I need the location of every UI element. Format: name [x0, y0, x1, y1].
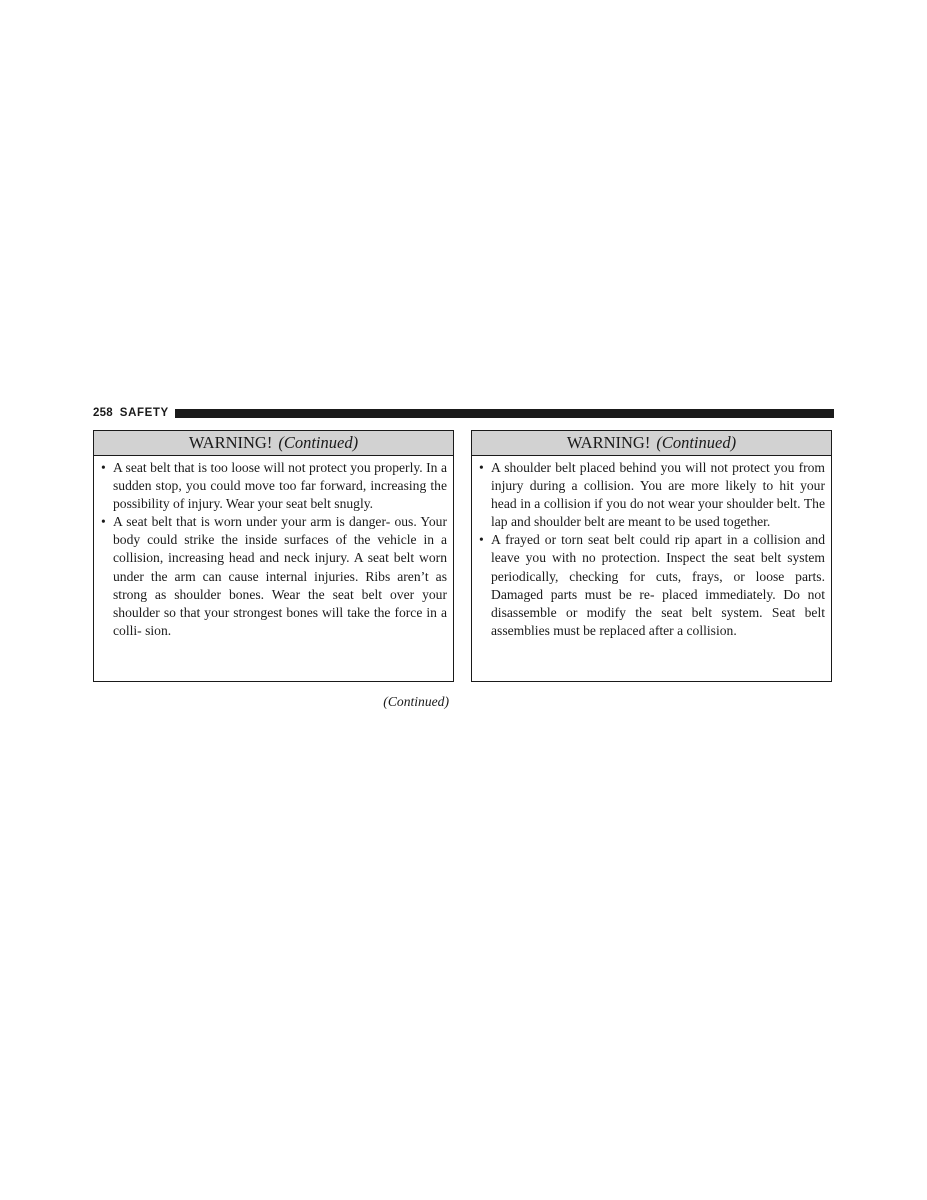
section-title: SAFETY [119, 407, 169, 419]
warning-box-left [93, 430, 454, 682]
continued-footer: (Continued) [383, 694, 449, 709]
warning-body [472, 456, 831, 640]
warning-body [94, 456, 453, 640]
bullet-icon: • [479, 532, 484, 548]
list-item [100, 513, 447, 640]
list-item [478, 531, 825, 640]
list-item-text: A shoulder belt placed behind you will not protect you from injury during a collision. You are more likely to hit your head in a collision if you do not wear your shoulder belt. The lap and shoulder belt are meant to be used together. [491, 460, 825, 530]
warning-title: WARNING! [566, 433, 651, 452]
list-item-text: A frayed or torn seat belt could rip apart in a collision and leave you with no protection. Inspect the seat belt system periodically, checking for cuts, frays, or loose parts. Damaged parts must be re- placed immediately. Do not disassemble or modify the seat belt system. Seat belt assemblies must be replaced after a collision. [491, 532, 825, 638]
list-item [100, 459, 447, 513]
warning-header [472, 431, 831, 456]
warning-title: WARNING! [188, 433, 273, 452]
warning-box-right [471, 430, 832, 682]
warning-header [94, 431, 453, 456]
list-item [478, 459, 825, 531]
bullet-icon: • [101, 460, 106, 475]
page-header [93, 406, 834, 420]
page-number: 258 [93, 407, 113, 419]
bullet-icon: • [479, 460, 484, 475]
list-item-text: A seat belt that is too loose will not protect you properly. In a sudden stop, you could move too far forward, increasing the possibility of injury. Wear your seat belt snugly. [113, 460, 447, 512]
list-item-text: A seat belt that is worn under your arm is danger- ous. Your body could strike the inside surfaces of the vehicle in a collision, increasing head and neck injury. A seat belt worn under the arm can cause internal injuries. Ribs aren’t as strong as shoulder bones. Wear the seat belt over your shoulder so that your strongest bones will take the force in a colli- sion. [113, 514, 447, 638]
warning-list [100, 459, 447, 640]
bullet-icon: • [101, 514, 106, 530]
warning-continued-label: (Continued) [278, 433, 359, 452]
header-rule [175, 409, 834, 418]
warning-continued-label: (Continued) [656, 433, 737, 452]
warning-list [478, 459, 825, 640]
